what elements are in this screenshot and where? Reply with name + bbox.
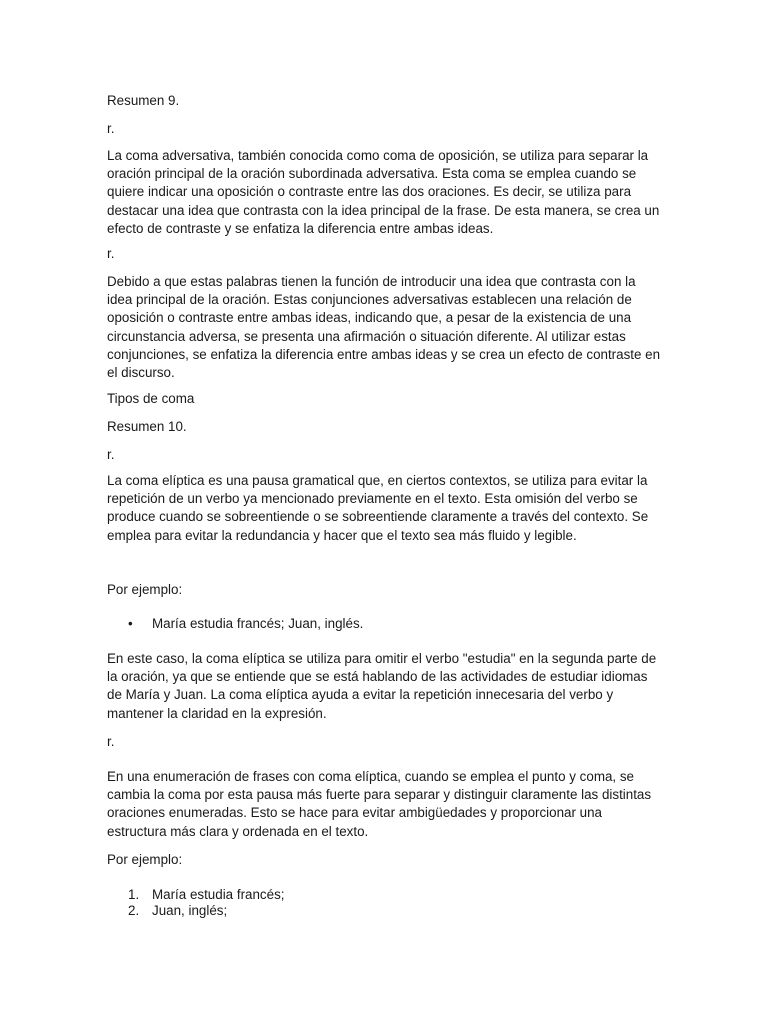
- heading-resumen-10: Resumen 10.: [107, 419, 187, 434]
- response-marker: r.: [107, 447, 115, 462]
- response-marker: r.: [107, 734, 115, 749]
- example-label: Por ejemplo:: [107, 582, 183, 597]
- paragraph-coma-adversativa: La coma adversativa, también conocida como coma de oposición, se utiliza para separar la oración principal de la oración subordinada adversativa. Esta coma se emplea cuando se quiere indicar una oposición o contraste entre las dos oraciones. Es decir, se utiliza para destacar una idea que contrasta con la idea principal de la frase. De esta manera, se crea un efecto de contraste y se enfatiza la diferencia entre ambas ideas.: [107, 148, 660, 236]
- bullet-item-text: María estudia francés; Juan, inglés.: [152, 616, 364, 631]
- list-number: 1.: [128, 887, 140, 902]
- list-item-text: Juan, inglés;: [152, 903, 228, 918]
- paragraph-enumeracion: En una enumeración de frases con coma elíptica, cuando se emplea el punto y coma, se cambia la coma por esta pausa más fuerte para separar y distinguir claramente las distintas oraciones enumeradas. Esto se hace para evitar ambigüedades y proporcionar una estructura más clara y ordenada en el texto.: [107, 769, 652, 839]
- heading-tipos-de-coma: Tipos de coma: [107, 391, 195, 406]
- heading-resumen-9: Resumen 9.: [107, 93, 180, 108]
- list-number: 2.: [128, 903, 140, 918]
- paragraph-conjunciones-adversativas: Debido a que estas palabras tienen la función de introducir una idea que contrasta con la idea principal de la oración. Estas conjunciones adversativas establecen una relación de oposición o contraste entre ambas ideas, indicando que, a pesar de la existencia de una circunstancia adversa, se presenta una afirmación o situación diferente. Al utilizar estas conjunciones, se enfatiza la diferencia entre ambas ideas y se crea un efecto de contraste en el discurso.: [107, 274, 661, 381]
- example-label: Por ejemplo:: [107, 852, 183, 867]
- list-item-text: María estudia francés;: [152, 887, 285, 902]
- bullet-icon: •: [128, 616, 133, 631]
- response-marker: r.: [107, 121, 115, 136]
- response-marker: r.: [107, 246, 115, 261]
- paragraph-explicacion-ejemplo: En este caso, la coma elíptica se utiliza para omitir el verbo "estudia" en la segunda parte de la oración, ya que se entiende que se está hablando de las actividades de estudiar idiomas de María y Juan. La coma elíptica ayuda a evitar la repetición innecesaria del verbo y mantener la claridad en la expresión.: [107, 651, 657, 721]
- paragraph-coma-eliptica: La coma elíptica es una pausa gramatical que, en ciertos contextos, se utiliza para evitar la repetición de un verbo ya mencionado previamente en el texto. Esta omisión del verbo se produce cuando se sobreentiende o se sobreentiende claramente a través del contexto. Se emplea para evitar la redundancia y hacer que el texto sea más fluido y legible.: [107, 473, 649, 543]
